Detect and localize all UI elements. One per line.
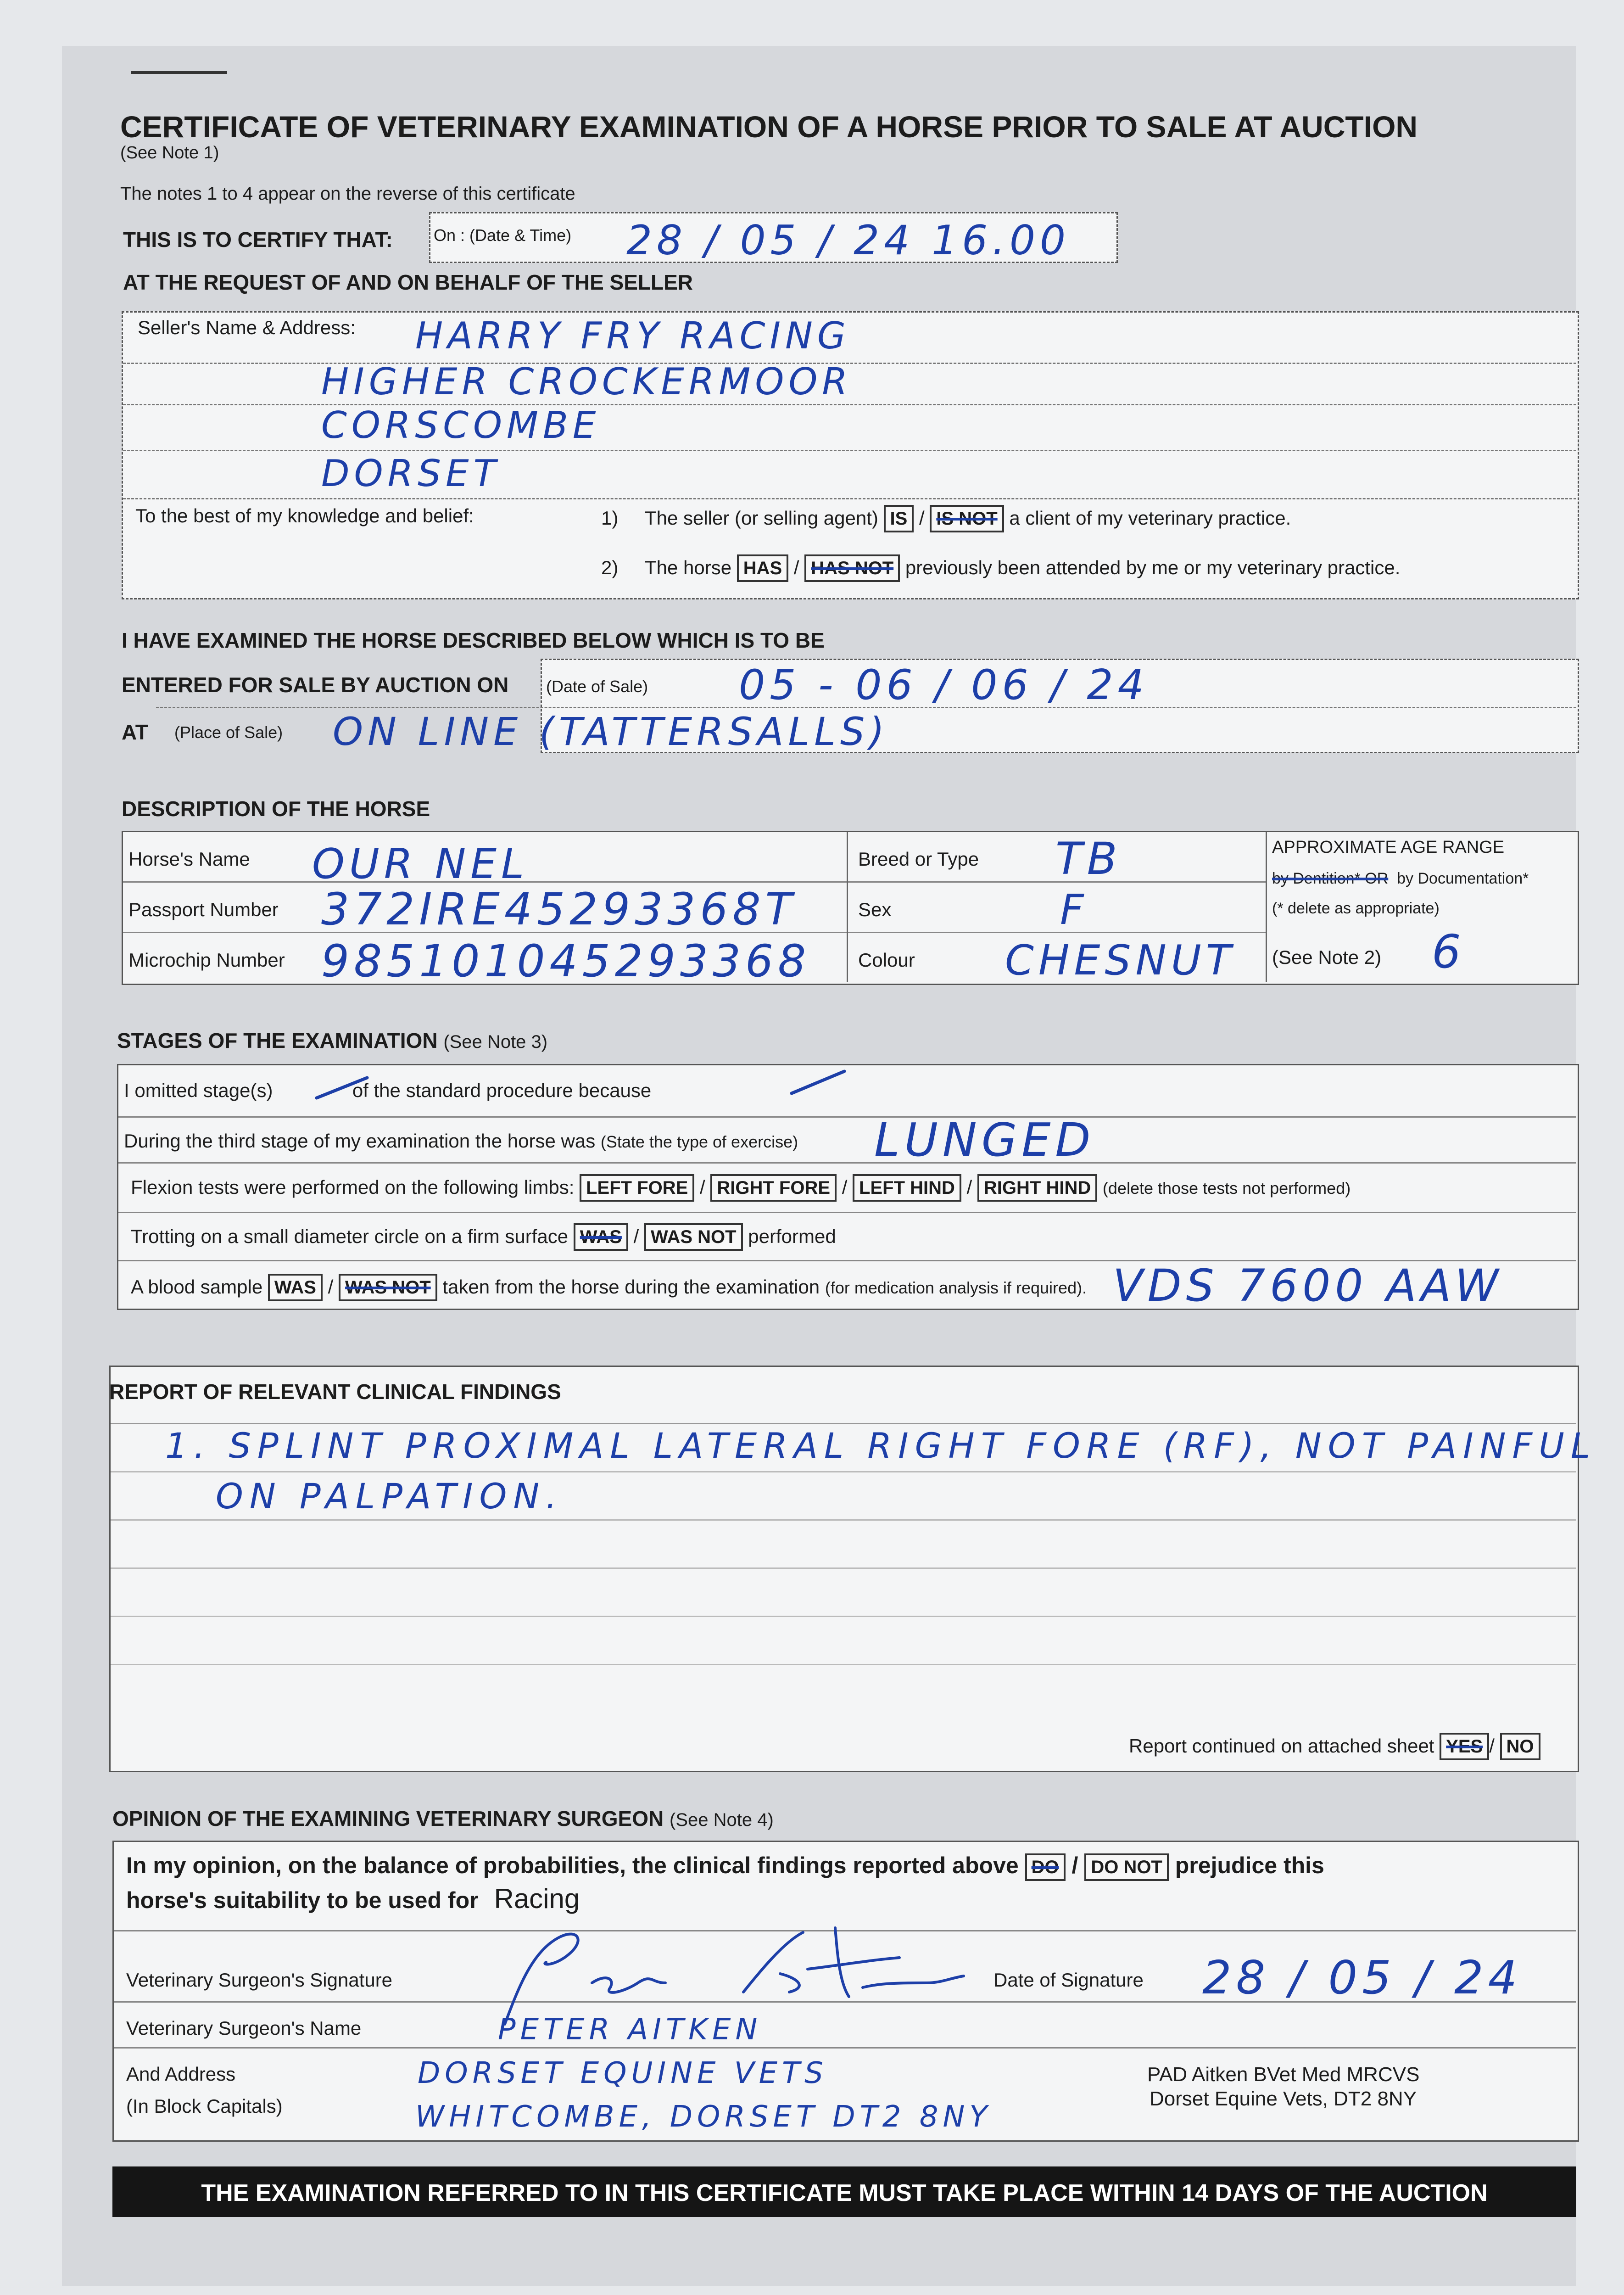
exercise-type: LUNGED bbox=[874, 1113, 1095, 1167]
breed: TB bbox=[1055, 833, 1122, 884]
on-date-time-label: On : (Date & Time) bbox=[434, 226, 572, 245]
horse-name-label: Horse's Name bbox=[128, 848, 250, 870]
report-continued: Report continued on attached sheet YES / NO bbox=[1129, 1733, 1540, 1760]
do-option: DO bbox=[1025, 1853, 1066, 1881]
vet-name-label: Veterinary Surgeon's Name bbox=[126, 2017, 362, 2039]
address-label-2: (In Block Capitals) bbox=[126, 2095, 283, 2117]
blood-sample-ref: VDS 7600 AAW bbox=[1113, 1260, 1503, 1311]
practice-stamp-line-1: PAD Aitken BVet Med MRCVS bbox=[1147, 2063, 1420, 2086]
report-heading: REPORT OF RELEVANT CLINICAL FINDINGS bbox=[109, 1380, 561, 1404]
blood-sample-row: A blood sample WAS / WAS NOT taken from the horse during the examination (for medication analysis if required). bbox=[131, 1274, 1087, 1301]
sex: F bbox=[1060, 886, 1088, 934]
seller-label: Seller's Name & Address: bbox=[138, 317, 356, 338]
seller-line-4: DORSET bbox=[321, 452, 501, 495]
header-mark bbox=[131, 71, 227, 74]
age-see-note: (See Note 2) bbox=[1272, 946, 1382, 968]
place-of-sale: ON LINE (TATTERSALLS) bbox=[333, 709, 889, 754]
exam-date-time: 28 / 05 / 24 16.00 bbox=[626, 217, 1071, 264]
has-option: HAS bbox=[737, 554, 788, 582]
trot-was-not-option: WAS NOT bbox=[644, 1223, 743, 1251]
trot-was-option: WAS bbox=[574, 1223, 628, 1251]
place-of-sale-label: (Place of Sale) bbox=[174, 723, 283, 742]
left-hind-tag: LEFT HIND bbox=[853, 1174, 961, 1202]
knowledge-statement-1: 1) The seller (or selling agent) IS / IS NOT a client of my veterinary practice. bbox=[601, 505, 1291, 532]
flexion-tests: Flexion tests were performed on the following limbs: LEFT FORE / RIGHT FORE / LEFT HIND / RIGHT HIND (delete those tests not performed) bbox=[131, 1174, 1351, 1202]
date-of-signature-label: Date of Signature bbox=[993, 1969, 1144, 1991]
trotting-row: Trotting on a small diameter circle on a firm surface WAS / WAS NOT performed bbox=[131, 1223, 836, 1251]
right-fore-tag: RIGHT FORE bbox=[710, 1174, 837, 1202]
seller-line-1: HARRY FRY RACING bbox=[415, 314, 850, 357]
microchip-label: Microchip Number bbox=[128, 949, 285, 971]
opinion-heading: OPINION OF THE EXAMINING VETERINARY SURGEON (See Note 4) bbox=[112, 1807, 774, 1830]
omitted-stages: I omitted stage(s) of the standard procedure because bbox=[124, 1080, 652, 1101]
notes-line: The notes 1 to 4 appear on the reverse of this certificate bbox=[120, 184, 575, 204]
description-heading: DESCRIPTION OF THE HORSE bbox=[122, 797, 430, 821]
knowledge-label: To the best of my knowledge and belief: bbox=[135, 505, 474, 526]
has-not-option: HAS NOT bbox=[804, 554, 900, 582]
practice-stamp-line-2: Dorset Equine Vets, DT2 8NY bbox=[1150, 2088, 1417, 2110]
sale-date: 05 - 06 / 06 / 24 bbox=[739, 661, 1149, 709]
finding-line-1: 1. SPLINT PROXIMAL LATERAL RIGHT FORE (RF), NOT PAINFUL bbox=[165, 1425, 1597, 1466]
opinion-text-1: In my opinion, on the balance of probabilities, the clinical findings reported above DO / DO NOT prejudice this bbox=[126, 1852, 1324, 1881]
knowledge-statement-2: 2) The horse HAS / HAS NOT previously been attended by me or my veterinary practice. bbox=[601, 554, 1400, 582]
vet-address-1: DORSET EQUINE VETS bbox=[418, 2056, 828, 2090]
stages-heading: STAGES OF THE EXAMINATION (See Note 3) bbox=[117, 1029, 548, 1052]
right-hind-tag: RIGHT HIND bbox=[977, 1174, 1097, 1202]
is-option: IS bbox=[884, 505, 914, 532]
footer-text: THE EXAMINATION REFERRED TO IN THIS CERTIFICATE MUST TAKE PLACE WITHIN 14 DAYS OF THE AUCTION bbox=[201, 2180, 1488, 2206]
omitted-strike-marks bbox=[312, 1065, 863, 1115]
vet-name: PETER AITKEN bbox=[498, 2013, 762, 2047]
date-of-signature: 28 / 05 / 24 bbox=[1202, 1951, 1522, 2004]
horse-name: OUR NEL bbox=[312, 840, 529, 888]
colour: CHESNUT bbox=[1005, 936, 1236, 985]
certificate-title: CERTIFICATE OF VETERINARY EXAMINATION OF A HORSE PRIOR TO SALE AT AUCTION bbox=[120, 110, 1418, 144]
sex-label: Sex bbox=[858, 899, 892, 920]
is-not-option: IS NOT bbox=[930, 505, 1004, 532]
approx-age: 6 bbox=[1432, 925, 1466, 979]
blood-was-option: WAS bbox=[268, 1274, 323, 1301]
continued-no-option: NO bbox=[1500, 1733, 1540, 1760]
date-of-sale-label: (Date of Sale) bbox=[546, 677, 648, 696]
seller-line-2: HIGHER CROCKERMOOR bbox=[321, 360, 852, 403]
finding-line-2: ON PALPATION. bbox=[216, 1476, 564, 1517]
see-note-1: (See Note 1) bbox=[120, 143, 219, 162]
certify-label: THIS IS TO CERTIFY THAT: bbox=[123, 228, 393, 252]
opinion-text-2: horse's suitability to be used for Racing bbox=[126, 1883, 580, 1914]
breed-label: Breed or Type bbox=[858, 848, 979, 870]
microchip-number: 985101045293368 bbox=[321, 935, 811, 987]
age-heading: APPROXIMATE AGE RANGE bbox=[1272, 838, 1505, 857]
entered-label: ENTERED FOR SALE BY AUCTION ON bbox=[122, 673, 509, 697]
purpose: Racing bbox=[494, 1883, 580, 1914]
continued-yes-option: YES bbox=[1440, 1733, 1489, 1760]
left-fore-tag: LEFT FORE bbox=[580, 1174, 694, 1202]
vet-address-2: WHITCOMBE, DORSET DT2 8NY bbox=[415, 2100, 992, 2134]
passport-label: Passport Number bbox=[128, 899, 279, 920]
seller-line-3: CORSCOMBE bbox=[321, 404, 601, 447]
age-delete-note: (* delete as appropriate) bbox=[1272, 900, 1440, 917]
at-label: AT bbox=[122, 720, 148, 744]
request-label: AT THE REQUEST OF AND ON BEHALF OF THE SELLER bbox=[123, 270, 693, 294]
age-options: by Dentition* OR by Documentation* bbox=[1272, 870, 1529, 887]
colour-label: Colour bbox=[858, 949, 915, 971]
address-label: And Address bbox=[126, 2063, 236, 2085]
do-not-option: DO NOT bbox=[1084, 1853, 1169, 1881]
passport-number: 372IRE45293368T bbox=[321, 884, 797, 935]
blood-was-not-option: WAS NOT bbox=[339, 1274, 437, 1301]
examined-heading: I HAVE EXAMINED THE HORSE DESCRIBED BELOW WHICH IS TO BE bbox=[122, 628, 825, 652]
third-stage-label: During the third stage of my examination the horse was (State the type of exercise) bbox=[124, 1130, 798, 1152]
signature-label: Veterinary Surgeon's Signature bbox=[126, 1969, 393, 1991]
